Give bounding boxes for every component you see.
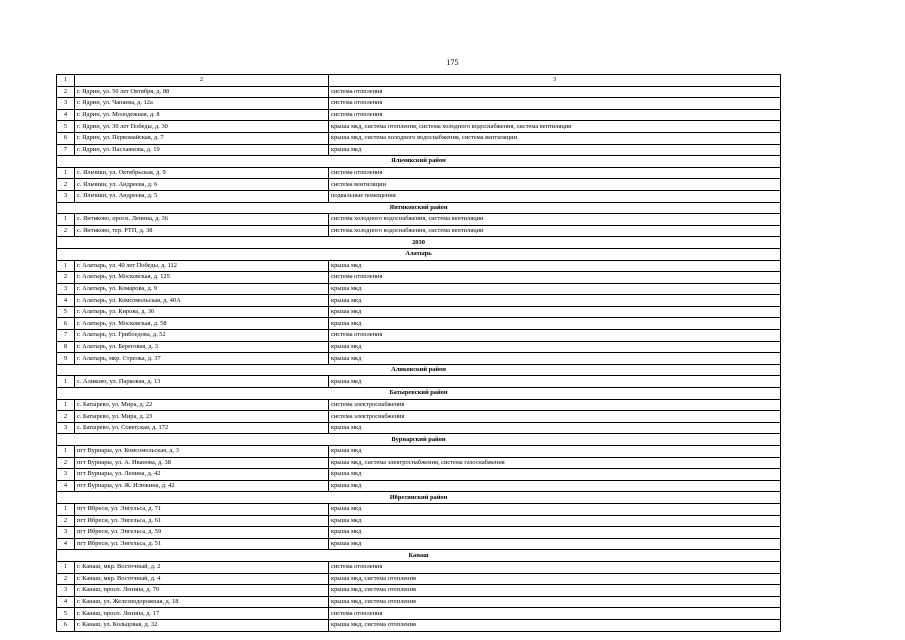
- row-address: с. Батырево, ул. Мира, д. 22: [75, 399, 329, 411]
- row-works: система отопления: [329, 98, 781, 110]
- row-number: 7: [57, 144, 75, 156]
- row-works: система вентиляции: [329, 179, 781, 191]
- row-address: г. Канаш, мкр. Восточный, д. 4: [75, 573, 329, 585]
- row-number: 1: [57, 376, 75, 388]
- table-row: [57, 573, 781, 585]
- row-number: 7: [57, 330, 75, 342]
- table-row: [57, 527, 781, 539]
- row-number: 3: [57, 98, 75, 110]
- table-row: [57, 98, 781, 110]
- row-number: 2: [57, 457, 75, 469]
- table-row: [57, 214, 781, 226]
- section-title: Канаш: [57, 550, 781, 562]
- row-number: 2: [57, 515, 75, 527]
- row-address: г. Алатырь, ул. Комсомольская, д. 40А: [75, 295, 329, 307]
- column-number-1: 1: [57, 75, 75, 87]
- table-row: [57, 109, 781, 121]
- table-row: [57, 457, 781, 469]
- row-works: крыша мкд, система отопления: [329, 619, 781, 631]
- row-address: с. Яльчики, ул. Андреева, д. 6: [75, 179, 329, 191]
- row-address: г. Алатырь, ул. Комарова, д. 9: [75, 283, 329, 295]
- row-works: крыша мкд: [329, 480, 781, 492]
- row-number: 3: [57, 422, 75, 434]
- row-works: система отопления: [329, 167, 781, 179]
- row-number: 1: [57, 399, 75, 411]
- table-row: [57, 306, 781, 318]
- row-number: 1: [57, 214, 75, 226]
- row-number: 2: [57, 272, 75, 284]
- row-works: крыша мкд, система отопления, система холодного водоснабжения, система вентиляции: [329, 121, 781, 133]
- row-works: крыша мкд: [329, 446, 781, 458]
- row-works: крыша мкд: [329, 538, 781, 550]
- table-row: [57, 399, 781, 411]
- row-number: 4: [57, 295, 75, 307]
- row-address: г. Алатырь, ул. Береговая, д. 3: [75, 341, 329, 353]
- row-address: г. Алатырь, ул. Кирова, д. 36: [75, 306, 329, 318]
- row-works: крыша мкд: [329, 144, 781, 156]
- row-number: 4: [57, 109, 75, 121]
- row-number: 2: [57, 86, 75, 98]
- table-row: [57, 469, 781, 481]
- row-number: 4: [57, 596, 75, 608]
- row-works: крыша мкд: [329, 422, 781, 434]
- row-works: система отопления: [329, 109, 781, 121]
- row-number: 4: [57, 538, 75, 550]
- row-number: 1: [57, 503, 75, 515]
- row-address: г. Канаш, просп. Ленина, д. 70: [75, 585, 329, 597]
- row-works: крыша мкд: [329, 353, 781, 365]
- row-works: крыша мкд: [329, 341, 781, 353]
- row-address: г. Алатырь, ул. 40 лет Победы, д. 112: [75, 260, 329, 272]
- section-header-row: [57, 434, 781, 446]
- table-row: [57, 538, 781, 550]
- column-number-row: [57, 75, 781, 87]
- table-row: [57, 596, 781, 608]
- row-address: г. Ядрин, ул. 30 лет Победы, д. 30: [75, 121, 329, 133]
- table-row: [57, 121, 781, 133]
- row-address: пгт Вурнары, ул. Ж. Илюкина, д. 42: [75, 480, 329, 492]
- section-header-row: [57, 248, 781, 260]
- row-number: 3: [57, 283, 75, 295]
- table-row: [57, 503, 781, 515]
- row-works: система отопления: [329, 561, 781, 573]
- row-address: г. Алатырь, ул. Московская, д. 58: [75, 318, 329, 330]
- table-row: [57, 225, 781, 237]
- section-title: Аликовский район: [57, 364, 781, 376]
- table-row: [57, 86, 781, 98]
- row-number: 2: [57, 411, 75, 423]
- row-address: пгт Ибреси, ул. Энгельса, д. 59: [75, 527, 329, 539]
- row-address: г. Ядрин, ул. Молодежная, д. 8: [75, 109, 329, 121]
- row-address: г. Ядрин, ул. Чапаева, д. 12а: [75, 98, 329, 110]
- row-works: крыша мкд: [329, 260, 781, 272]
- table-row: [57, 318, 781, 330]
- row-address: с. Янтиково, тер. РТП, д. 38: [75, 225, 329, 237]
- section-header-row: [57, 237, 781, 249]
- row-number: 1: [57, 561, 75, 573]
- row-address: г. Алатырь, ул. Грибоедова, д. 52: [75, 330, 329, 342]
- row-works: крыша мкд: [329, 527, 781, 539]
- row-address: пгт Вурнары, ул. Ленина, д. 42: [75, 469, 329, 481]
- column-number-3: 3: [329, 75, 781, 87]
- table-row: [57, 353, 781, 365]
- row-number: 3: [57, 585, 75, 597]
- row-works: крыша мкд: [329, 306, 781, 318]
- row-number: 6: [57, 318, 75, 330]
- table-row: [57, 341, 781, 353]
- section-title: Алатырь: [57, 248, 781, 260]
- row-address: г. Канаш, ул. Железнодорожная, д. 18: [75, 596, 329, 608]
- table-row: [57, 179, 781, 191]
- table-row: [57, 585, 781, 597]
- table-row: [57, 422, 781, 434]
- row-works: система отопления: [329, 608, 781, 620]
- row-number: 1: [57, 260, 75, 272]
- row-works: крыша мкд: [329, 469, 781, 481]
- row-number: 1: [57, 446, 75, 458]
- row-address: пгт Ибреси, ул. Энгельса, д. 71: [75, 503, 329, 515]
- section-header-row: [57, 156, 781, 168]
- row-works: крыша мкд, система электроснабжения, система газоснабжения: [329, 457, 781, 469]
- row-works: система электроснабжения: [329, 399, 781, 411]
- section-title: Яльчикский район: [57, 156, 781, 168]
- section-title: Ибресинский район: [57, 492, 781, 504]
- section-header-row: [57, 202, 781, 214]
- row-works: система холодного водоснабжения, система вентиляции: [329, 214, 781, 226]
- table-row: [57, 260, 781, 272]
- table-row: [57, 515, 781, 527]
- section-title: Янтиковский район: [57, 202, 781, 214]
- section-header-row: [57, 492, 781, 504]
- row-works: крыша мкд: [329, 503, 781, 515]
- table-row: [57, 283, 781, 295]
- row-address: г. Канаш, ул. Кольцовая, д. 32: [75, 619, 329, 631]
- section-header-row: [57, 550, 781, 562]
- row-number: 9: [57, 353, 75, 365]
- row-address: г. Ядрин, ул. Пасхаянова, д. 19: [75, 144, 329, 156]
- section-header-row: [57, 388, 781, 400]
- row-address: пгт Вурнары, ул. Комсомольская, д. 3: [75, 446, 329, 458]
- row-number: 2: [57, 573, 75, 585]
- row-number: 2: [57, 225, 75, 237]
- row-works: крыша мкд: [329, 283, 781, 295]
- row-number: 3: [57, 190, 75, 202]
- row-works: крыша мкд, система отопления: [329, 573, 781, 585]
- section-header-row: [57, 364, 781, 376]
- row-number: 3: [57, 469, 75, 481]
- row-address: г. Алатырь, мкр. Стрелка, д. 37: [75, 353, 329, 365]
- row-number: 3: [57, 527, 75, 539]
- row-address: г. Алатырь, ул. Московская, д. 125: [75, 272, 329, 284]
- row-works: крыша мкд: [329, 515, 781, 527]
- row-address: с. Яльчики, ул. Андреева, д. 5: [75, 190, 329, 202]
- table-row: [57, 272, 781, 284]
- row-address: г. Ядрин, ул. 50 лет Октября, д. 88: [75, 86, 329, 98]
- row-works: крыша мкд: [329, 376, 781, 388]
- row-address: пгт Ибреси, ул. Энгельса, д. 61: [75, 515, 329, 527]
- table-body: [57, 75, 781, 632]
- section-title: 2030: [57, 237, 781, 249]
- table-row: [57, 480, 781, 492]
- row-works: крыша мкд, система отопления: [329, 596, 781, 608]
- row-works: крыша мкд: [329, 318, 781, 330]
- row-works: система отопления: [329, 86, 781, 98]
- table-row: [57, 376, 781, 388]
- column-number-2: 2: [75, 75, 329, 87]
- row-address: г. Канаш, просп. Ленина, д. 17: [75, 608, 329, 620]
- table-row: [57, 295, 781, 307]
- row-address: г. Канаш, мкр. Восточный, д. 2: [75, 561, 329, 573]
- row-works: система электроснабжения: [329, 411, 781, 423]
- row-address: с. Яльчики, ул. Октябрьская, д. 9: [75, 167, 329, 179]
- row-works: система отопления: [329, 272, 781, 284]
- table-row: [57, 561, 781, 573]
- table-row: [57, 167, 781, 179]
- table-row: [57, 190, 781, 202]
- table-row: [57, 619, 781, 631]
- table-row: [57, 144, 781, 156]
- table-row: [57, 330, 781, 342]
- row-number: 6: [57, 132, 75, 144]
- table-row: [57, 132, 781, 144]
- row-address: с. Аликово, ул. Парковая, д. 13: [75, 376, 329, 388]
- row-address: с. Янтиково, просп. Ленина, д. 36: [75, 214, 329, 226]
- row-works: крыша мкд, система холодного водоснабжения, система вентиляции: [329, 132, 781, 144]
- row-number: 4: [57, 480, 75, 492]
- table-row: [57, 608, 781, 620]
- section-title: Вурнарский район: [57, 434, 781, 446]
- row-address: г. Ядрин, ул. Первомайская, д. 7: [75, 132, 329, 144]
- row-number: 5: [57, 608, 75, 620]
- row-number: 6: [57, 619, 75, 631]
- table-row: [57, 446, 781, 458]
- row-number: 5: [57, 121, 75, 133]
- row-number: 1: [57, 167, 75, 179]
- table-row: [57, 411, 781, 423]
- row-number: 8: [57, 341, 75, 353]
- row-number: 5: [57, 306, 75, 318]
- row-works: подвальные помещения: [329, 190, 781, 202]
- page-number: 175: [446, 58, 459, 67]
- row-works: крыша мкд, система отопления: [329, 585, 781, 597]
- repair-schedule-table: [56, 74, 781, 632]
- row-works: система холодного водоснабжения, система вентиляции: [329, 225, 781, 237]
- section-title: Батыревский район: [57, 388, 781, 400]
- row-address: пгт Вурнары, ул. А. Иванова, д. 38: [75, 457, 329, 469]
- row-works: крыша мкд: [329, 295, 781, 307]
- row-number: 2: [57, 179, 75, 191]
- row-address: пгт Ибреси, ул. Энгельса, д. 51: [75, 538, 329, 550]
- row-works: система отопления: [329, 330, 781, 342]
- row-address: с. Батырево, ул. Мира, д. 23: [75, 411, 329, 423]
- row-address: с. Батырево, ул. Советская, д. 172: [75, 422, 329, 434]
